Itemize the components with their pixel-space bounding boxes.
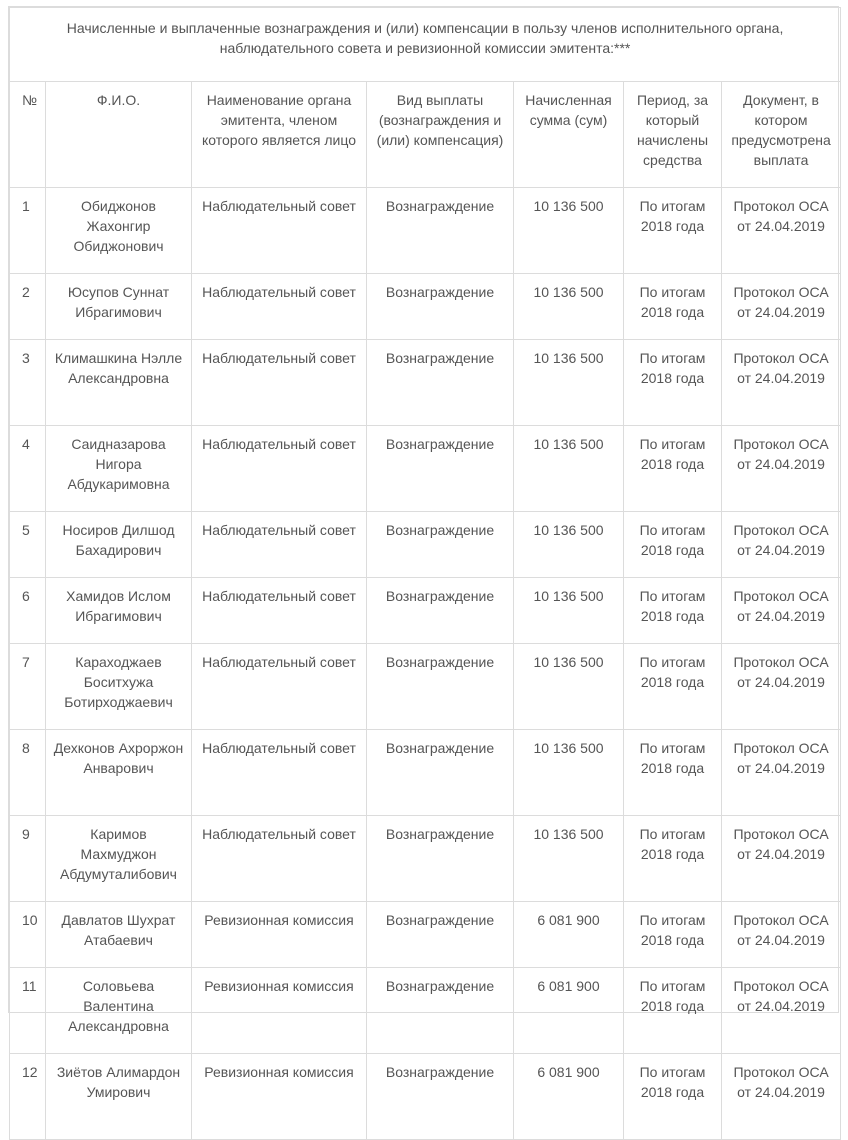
cell-name: Климашкина Нэлле Александровна	[46, 340, 192, 426]
cell-period: По итогам 2018 года	[624, 1054, 722, 1140]
cell-period: По итогам 2018 года	[624, 340, 722, 426]
cell-num: 6	[10, 578, 46, 644]
cell-name: Каримов Махмуджон Абдумуталибович	[46, 816, 192, 902]
header-document: Документ, в котором предусмотрена выплата	[722, 82, 841, 188]
table-caption: Начисленные и выплаченные вознаграждения и (или) компенсации в пользу членов исполнительного органа, наблюдательного совета и ревизионной комиссии эмитента:***	[10, 8, 841, 82]
table-row	[10, 1054, 841, 1140]
cell-name: Караходжаев Боситхужа Ботирходжаевич	[46, 644, 192, 730]
cell-payment-type: Вознаграждение	[367, 274, 514, 340]
table-row	[10, 340, 841, 426]
cell-name: Соловьева Валентина Александровна	[46, 968, 192, 1054]
cell-name: Зиётов Алимардон Умирович	[46, 1054, 192, 1140]
cell-organ: Наблюдательный совет	[192, 188, 367, 274]
cell-amount: 10 136 500	[514, 426, 624, 512]
cell-document: Протокол ОСА от 24.04.2019	[722, 730, 841, 816]
cell-name: Юсупов Суннат Ибрагимович	[46, 274, 192, 340]
cell-payment-type: Вознаграждение	[367, 730, 514, 816]
cell-period: По итогам 2018 года	[624, 578, 722, 644]
cell-amount: 10 136 500	[514, 512, 624, 578]
cell-document: Протокол ОСА от 24.04.2019	[722, 1054, 841, 1140]
cell-amount: 10 136 500	[514, 578, 624, 644]
cell-name: Саидназарова Нигора Абдукаримовна	[46, 426, 192, 512]
table-row	[10, 512, 841, 578]
cell-amount: 10 136 500	[514, 816, 624, 902]
cell-name: Хамидов Ислом Ибрагимович	[46, 578, 192, 644]
cell-num: 1	[10, 188, 46, 274]
cell-num: 3	[10, 340, 46, 426]
cell-document: Протокол ОСА от 24.04.2019	[722, 512, 841, 578]
cell-period: По итогам 2018 года	[624, 512, 722, 578]
cell-amount: 10 136 500	[514, 188, 624, 274]
cell-organ: Ревизионная комиссия	[192, 1054, 367, 1140]
cell-payment-type: Вознаграждение	[367, 1054, 514, 1140]
cell-period: По итогам 2018 года	[624, 426, 722, 512]
header-num: №	[10, 82, 46, 188]
cell-payment-type: Вознаграждение	[367, 816, 514, 902]
cell-organ: Наблюдательный совет	[192, 644, 367, 730]
cell-document: Протокол ОСА от 24.04.2019	[722, 578, 841, 644]
cell-amount: 10 136 500	[514, 730, 624, 816]
header-amount: Начисленная сумма (сум)	[514, 82, 624, 188]
table-row	[10, 426, 841, 512]
header-payment-type: Вид выплаты (вознаграждения и (или) компенсация)	[367, 82, 514, 188]
cell-organ: Ревизионная комиссия	[192, 902, 367, 968]
table-row	[10, 188, 841, 274]
cell-organ: Наблюдательный совет	[192, 730, 367, 816]
compensation-table-container	[8, 6, 839, 1100]
cell-num: 4	[10, 426, 46, 512]
cell-num: 7	[10, 644, 46, 730]
cell-document: Протокол ОСА от 24.04.2019	[722, 816, 841, 902]
cell-period: По итогам 2018 года	[624, 188, 722, 274]
header-organ: Наименование органа эмитента, членом которого является лицо	[192, 82, 367, 188]
cell-document: Протокол ОСА от 24.04.2019	[722, 968, 841, 1054]
cell-amount: 6 081 900	[514, 902, 624, 968]
cell-organ: Наблюдательный совет	[192, 426, 367, 512]
cell-period: По итогам 2018 года	[624, 902, 722, 968]
cell-organ: Наблюдательный совет	[192, 578, 367, 644]
cell-payment-type: Вознаграждение	[367, 340, 514, 426]
cell-payment-type: Вознаграждение	[367, 902, 514, 968]
header-row	[10, 82, 841, 188]
cell-payment-type: Вознаграждение	[367, 644, 514, 730]
cell-document: Протокол ОСА от 24.04.2019	[722, 644, 841, 730]
cell-name: Носиров Дилшод Бахадирович	[46, 512, 192, 578]
cell-document: Протокол ОСА от 24.04.2019	[722, 274, 841, 340]
cell-amount: 6 081 900	[514, 1054, 624, 1140]
compensation-table	[9, 7, 841, 1140]
cell-period: По итогам 2018 года	[624, 968, 722, 1054]
cell-amount: 6 081 900	[514, 968, 624, 1054]
cell-document: Протокол ОСА от 24.04.2019	[722, 426, 841, 512]
cell-amount: 10 136 500	[514, 340, 624, 426]
cell-name: Давлатов Шухрат Атабаевич	[46, 902, 192, 968]
cell-num: 2	[10, 274, 46, 340]
table-row	[10, 644, 841, 730]
cell-document: Протокол ОСА от 24.04.2019	[722, 188, 841, 274]
cell-period: По итогам 2018 года	[624, 644, 722, 730]
cell-period: По итогам 2018 года	[624, 816, 722, 902]
cell-num: 12	[10, 1054, 46, 1140]
table-row	[10, 902, 841, 968]
cell-num: 10	[10, 902, 46, 968]
cell-amount: 10 136 500	[514, 644, 624, 730]
header-period: Период, за который начислены средства	[624, 82, 722, 188]
table-row	[10, 816, 841, 902]
cell-num: 9	[10, 816, 46, 902]
header-name: Ф.И.О.	[46, 82, 192, 188]
cell-num: 8	[10, 730, 46, 816]
cell-document: Протокол ОСА от 24.04.2019	[722, 340, 841, 426]
cell-name: Обиджонов Жахонгир Обиджонович	[46, 188, 192, 274]
cell-name: Дехконов Ахроржон Анварович	[46, 730, 192, 816]
cell-organ: Ревизионная комиссия	[192, 968, 367, 1054]
cell-organ: Наблюдательный совет	[192, 274, 367, 340]
cell-payment-type: Вознаграждение	[367, 578, 514, 644]
table-row	[10, 274, 841, 340]
cell-organ: Наблюдательный совет	[192, 340, 367, 426]
cell-payment-type: Вознаграждение	[367, 512, 514, 578]
cell-organ: Наблюдательный совет	[192, 512, 367, 578]
cell-period: По итогам 2018 года	[624, 274, 722, 340]
cell-organ: Наблюдательный совет	[192, 816, 367, 902]
cell-payment-type: Вознаграждение	[367, 188, 514, 274]
cell-num: 11	[10, 968, 46, 1054]
cell-period: По итогам 2018 года	[624, 730, 722, 816]
cell-amount: 10 136 500	[514, 274, 624, 340]
table-row	[10, 578, 841, 644]
cell-payment-type: Вознаграждение	[367, 426, 514, 512]
cell-document: Протокол ОСА от 24.04.2019	[722, 902, 841, 968]
table-row	[10, 730, 841, 816]
cell-payment-type: Вознаграждение	[367, 968, 514, 1054]
cell-num: 5	[10, 512, 46, 578]
table-row	[10, 968, 841, 1054]
